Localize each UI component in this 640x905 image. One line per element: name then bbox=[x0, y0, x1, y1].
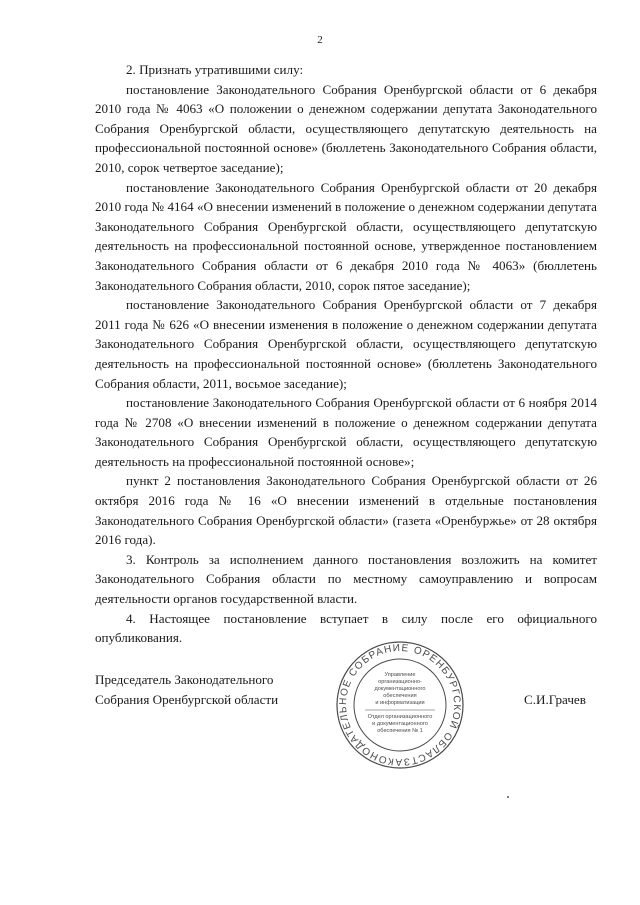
signatory-title bbox=[95, 670, 278, 709]
scan-speck bbox=[507, 796, 509, 798]
stamp-inner-line: Отдел организационного bbox=[367, 714, 433, 720]
stamp-inner-line: и документационного bbox=[372, 721, 428, 727]
paragraph-4-effective: 4. Настоящее постановление вступает в силу после его официального опубликования. bbox=[95, 610, 597, 646]
stamp-inner-line: и информатизации bbox=[375, 700, 425, 706]
paragraph-3-control: 3. Контроль за исполнением данного постановления возложить на комитет Законодательного Собрания области по местному самоуправлению и вопросам деятельности органов государственной власти. bbox=[95, 551, 597, 607]
signatory-name: С.И.Грачев bbox=[524, 692, 586, 707]
stamp-inner-line: документационного bbox=[374, 686, 426, 692]
official-stamp bbox=[335, 640, 465, 770]
stamp-inner-line: Управление bbox=[384, 672, 416, 678]
stamp-inner-line: обеспечения № 1 bbox=[377, 728, 423, 734]
paragraph-repeal-626: постановление Законодательного Собрания Оренбургской области от 7 декабря 2011 года № 626 «О внесении изменения в положение о денежном содержании депутата Законодательного Собрания Оренбургской области, осуществляющего депутатскую деятельность на профессиональной постоянной основе» (бюллетень Законодательного Собрания области, 2011, восьмое заседание); bbox=[95, 297, 597, 391]
stamp-inner-line: организационно- bbox=[378, 679, 422, 685]
signatory-title-line2: Собрания Оренбургской области bbox=[95, 691, 279, 707]
paragraph-repeal-4063: постановление Законодательного Собрания Оренбургской области от 6 декабря 2010 года № 4063 «О положении о денежном содержании депутата Законодательного Собрания Оренбургской области, осуществляющего депутатскую деятельность на профессиональной постоянной основе» (бюллетень Законодательного Собрания области, 2010, сорок четвертое заседание); bbox=[95, 81, 597, 175]
page-number: 2 bbox=[317, 34, 323, 46]
stamp-inner-line: обеспечения bbox=[383, 693, 417, 699]
paragraph-repeal-4164: постановление Законодательного Собрания Оренбургской области от 20 декабря 2010 года № 4164 «О внесении изменений в положение о денежном содержании депутата Законодательного Собрания Оренбургской области, осуществляющего депутатскую деятельность на профессиональной постоянной основе, утвержденное постановлением Законодательного Собрания области от 6 декабря 2010 года № 4063» (бюллетень Законодательного Собрания области, 2010, сорок пятое заседание); bbox=[95, 179, 597, 293]
stamp-ring-text: ЗАКОНОДАТЕЛЬНОЕ СОБРАНИЕ ОРЕНБУРГСКОЙ ОБЛАСТИ bbox=[337, 642, 463, 768]
paragraph-2-heading: 2. Признать утратившими силу: bbox=[126, 62, 304, 77]
signatory-title-line1: Председатель Законодательного bbox=[95, 672, 274, 687]
document-body bbox=[95, 60, 597, 648]
paragraph-repeal-2708: постановление Законодательного Собрания Оренбургской области от 6 ноября 2014 года № 2708 «О внесении изменений в положение о денежном содержании депутата Законодательного Собрания Оренбургской области, осуществляющего депутатскую деятельность на профессиональной постоянной основе»; bbox=[95, 395, 597, 469]
paragraph-repeal-16: пункт 2 постановления Законодательного Собрания Оренбургской области от 26 октября 2016 года № 16 «О внесении изменений в отдельные постановления Законодательного Собрания Оренбургской области» (газета «Оренбуржье» от 28 октября 2016 года). bbox=[95, 473, 597, 548]
